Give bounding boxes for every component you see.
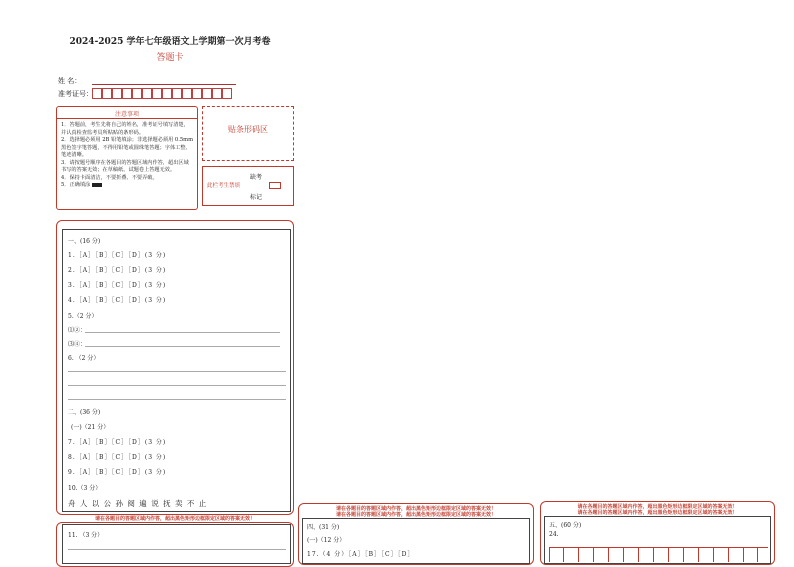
section-3-box [62,524,291,564]
barcode-area [202,106,294,161]
col3-warning-2: 请在各题目的答题区域内作答，超出黑色矩形边框限定区域的答案无效！ [577,510,738,516]
q24-label: 24. [549,531,559,538]
q5a-label: ⑴②： [68,327,87,334]
col1-warning: 请在各题目的答题区域内作答，超出黑色矩形边框限定区域的答案无效！ [94,516,255,522]
q2-options[interactable]: 2.［A］［B］［C］［D］(3 分) [68,267,167,274]
composition-grid[interactable] [549,547,768,564]
section4-header: 四、(31 分) [307,524,340,531]
notice-item-3: 3．请按题号顺序在各题目的答题区域内作答，超出区域书写的答案无效；在草稿纸、试题卷上答题无效。 [61,159,189,173]
id-boxes[interactable] [92,88,232,99]
q5b-label: ⑶④： [68,341,87,348]
col3-warning-1: 请在各题目的答题区域内作答，超出黑色矩形边框限定区域的答案无效！ [577,504,738,510]
notice-item-4: 4．保持卡面清洁，不要折叠、不要弄破。 [61,174,158,181]
absent-mark-box[interactable] [269,182,281,189]
q11-line-1[interactable] [68,549,286,550]
q17-options[interactable]: 17.（4 分）［A］［B］［C］［D］ [307,551,415,558]
name-label: 姓 名： [58,77,82,85]
section1-header: 一、(16 分) [68,238,101,245]
absent-box [202,166,294,206]
q6-line-2[interactable] [68,385,286,386]
section-4-box [302,518,530,564]
notice-title: 注意事项 [57,107,197,119]
notice-item-5: 5．正确填涂 [61,182,193,190]
section-5-box [544,516,771,564]
q10-label: 10.（3 分） [68,485,102,492]
section2-sub: (一)（21 分） [71,424,110,431]
q5b-line[interactable] [85,346,280,347]
q9-options[interactable]: 9.［A］［B］［C］［D］(3 分) [68,469,167,476]
exam-title: 2024-2025 学年七年级语文上学期第一次月考卷 [69,37,271,47]
notice-box [56,106,198,210]
q3-options[interactable]: 3.［A］［B］［C］［D］(3 分) [68,282,167,289]
q10-text[interactable]: 舟 人 以 公 孙 阅 遍 说 抚 卖 不 止 [68,499,208,508]
q11-label: 11. （3 分） [68,532,104,539]
q6-label: 6. （2 分） [68,355,100,362]
notice-item-2: 2．选择题必须用 2B 铅笔填涂；非选择题必须用 0.5mm 黑色签字笔答题，不得用铅笔或圆珠笔答题；字体工整、笔迹清晰。 [61,137,194,158]
absent-top-label: 缺考 [250,174,263,181]
q7-options[interactable]: 7.［A］［B］［C］［D］(3 分) [68,439,167,446]
q5a-line[interactable] [85,332,280,333]
answer-sheet-label: 答题卡 [156,53,184,63]
q6-line-3[interactable] [68,399,286,400]
name-field[interactable] [92,84,236,85]
q4-options[interactable]: 4.［A］［B］［C］［D］(3 分) [68,297,167,304]
id-label: 准考证号： [58,90,93,98]
notice-item-1: 1．答题前，考生先将自己的姓名，准考证号填写清楚，并认真检查监考员所粘贴的条形码。 [61,122,189,136]
q6-line-1[interactable] [68,371,286,372]
absent-bottom-label: 标记 [250,194,263,201]
filled-mark-icon [92,183,102,187]
barcode-label: 贴条形码区 [228,125,268,134]
absent-left-label: 此栏考生禁填 [207,183,241,189]
section2-header: 二、(36 分) [68,409,101,416]
section5-header: 五、(60 分) [549,522,582,529]
q5-label: 5.（2 分） [68,313,98,320]
section4-sub: (一)（12 分） [307,537,346,544]
col2-warning-2: 请在各题目的答题区域内作答，超出黑色矩形边框限定区域的答案无效！ [335,512,496,518]
q1-options[interactable]: 1.［A］［B］［C］［D］(3 分) [68,252,167,259]
col2-warning-1: 请在各题目的答题区域内作答，超出黑色矩形边框限定区域的答案无效！ [335,506,496,512]
section-1-2-box [62,229,291,512]
q8-options[interactable]: 8.［A］［B］［C］［D］(3 分) [68,454,167,461]
